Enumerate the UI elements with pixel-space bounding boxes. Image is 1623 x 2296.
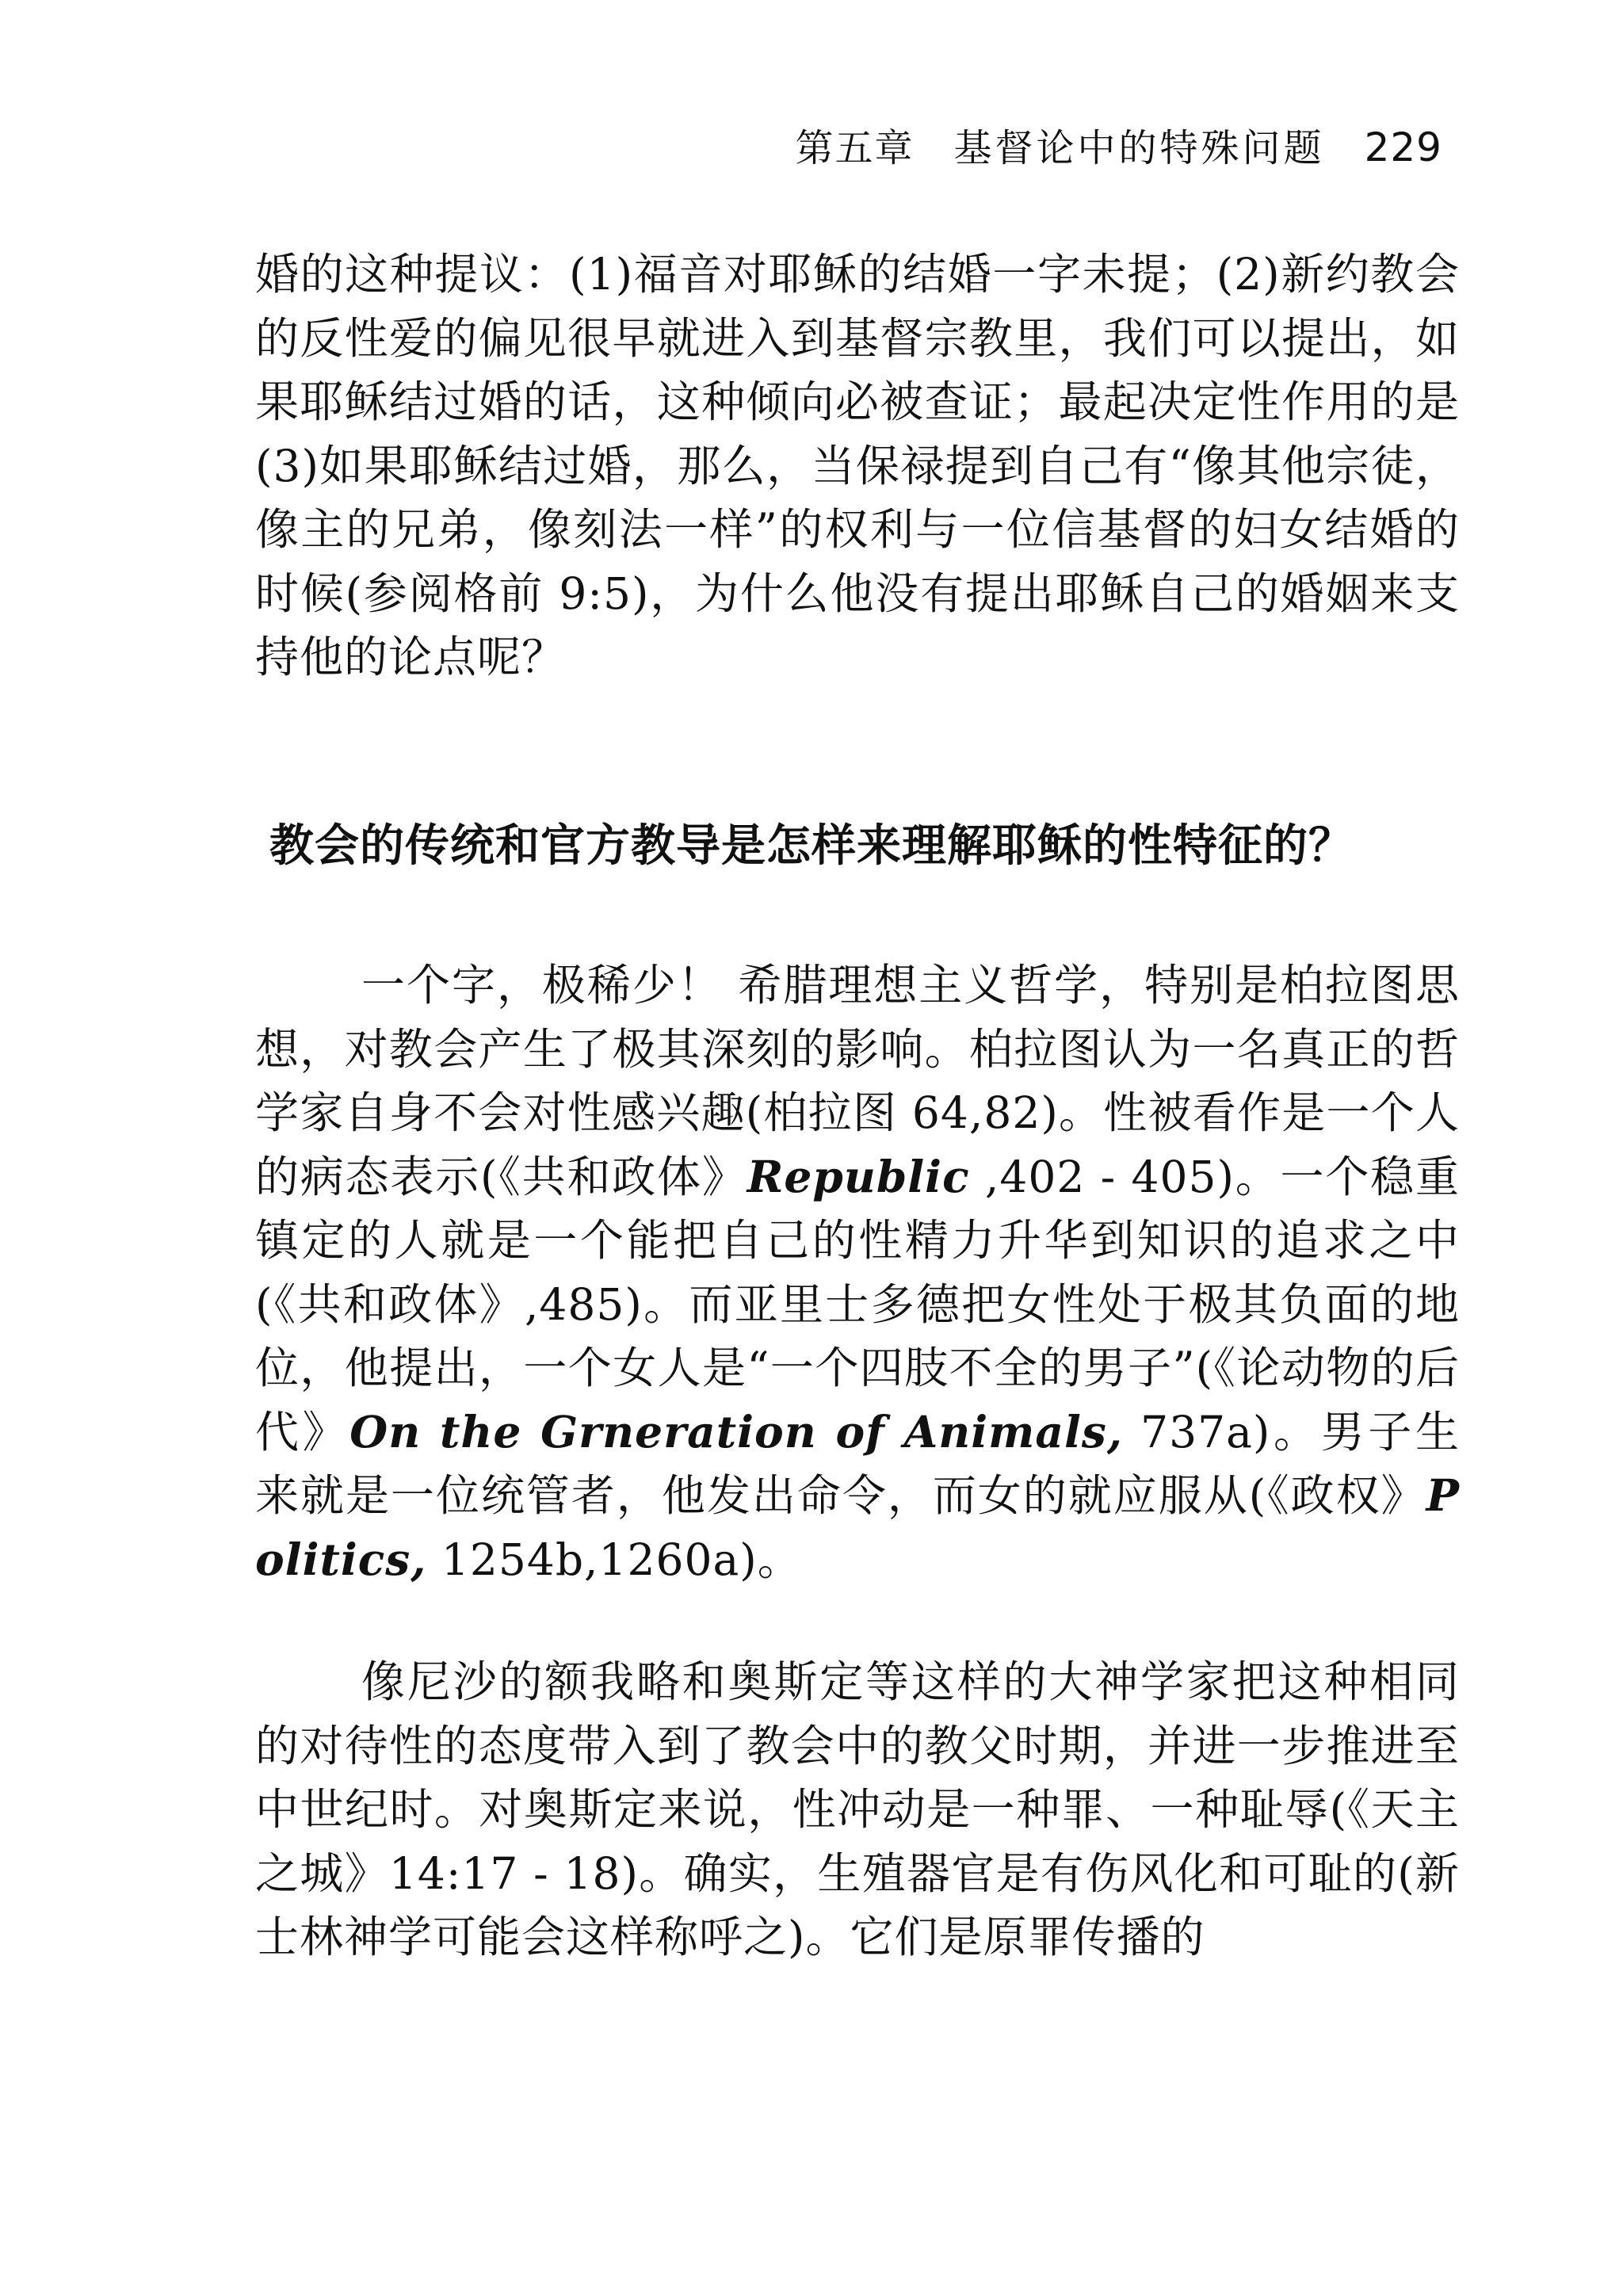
latin-title-politics: Politics, xyxy=(255,1469,1460,1585)
paragraph-text-segment: 一个字，极稀少！ 希腊理想主义哲学，特别是柏拉图思想，对教会产生了极其深刻的影响。柏拉图认为一名真正的哲学家自身不会对性感兴趣(柏拉图 64,82)。性被看作是一个人的病态表示(《共和政体》 xyxy=(255,960,1460,1202)
running-header xyxy=(650,117,1442,181)
paragraph-church-fathers: 像尼沙的额我略和奥斯定等这样的大神学家把这种相同的对待性的态度带入到了教会中的教父时期，并进一步推进至中世纪时。对奥斯定来说，性冲动是一种罪、一种耻辱(《天主之城》14:17 - 18)。确实，生殖器官是有伤风化和可耻的(新士林神学可能会这样称呼之)。它们是原罪传播的 xyxy=(255,1656,1460,1962)
latin-title-republic: Republic xyxy=(747,1150,970,1202)
paragraph-text-segment: ,402 - 405)。一个稳重镇定的人就是一个能把自己的性精力升华到知识的追求之中(《共和政体》,485)。而亚里士多德把女性处于极其负面的地位，他提出，一个女人是“一个四肢不全的男子”(《论动物的后代》 xyxy=(255,1151,1460,1457)
latin-title-generation-of-animals: On the Grneration of Animals, xyxy=(349,1405,1124,1457)
paragraph-plato-aristotle xyxy=(255,953,1460,1591)
section-heading: 教会的传统和官方教导是怎样来理解耶稣的性特征的？ xyxy=(269,820,1354,872)
chapter-title: 基督论中的特殊问题 xyxy=(953,126,1325,170)
paragraph-text-segment: 1254b,1260a)。 xyxy=(426,1534,802,1585)
page-number: 229 xyxy=(1364,124,1442,170)
paragraph-text-segment: 737a)。男子生来就是一位统管者，他发出命令，而女的就应服从(《政权》 xyxy=(255,1406,1460,1521)
chapter-label: 第五章 xyxy=(795,126,915,170)
paragraph-continued: 婚的这种提议：(1)福音对耶稣的结婚一字未提；(2)新约教会的反性爱的偏见很早就进入到基督宗教里，我们可以提出，如果耶稣结过婚的话，这种倾向必被查证；最起决定性作用的是(3)如果耶稣结过婚，那么，当保禄提到自己有“像其他宗徒，像主的兄弟，像刻法一样”的权利与一位信基督的妇女结婚的时候(参阅格前 9:5)，为什么他没有提出耶稣自己的婚姻来支持他的论点呢？ xyxy=(255,249,1460,682)
